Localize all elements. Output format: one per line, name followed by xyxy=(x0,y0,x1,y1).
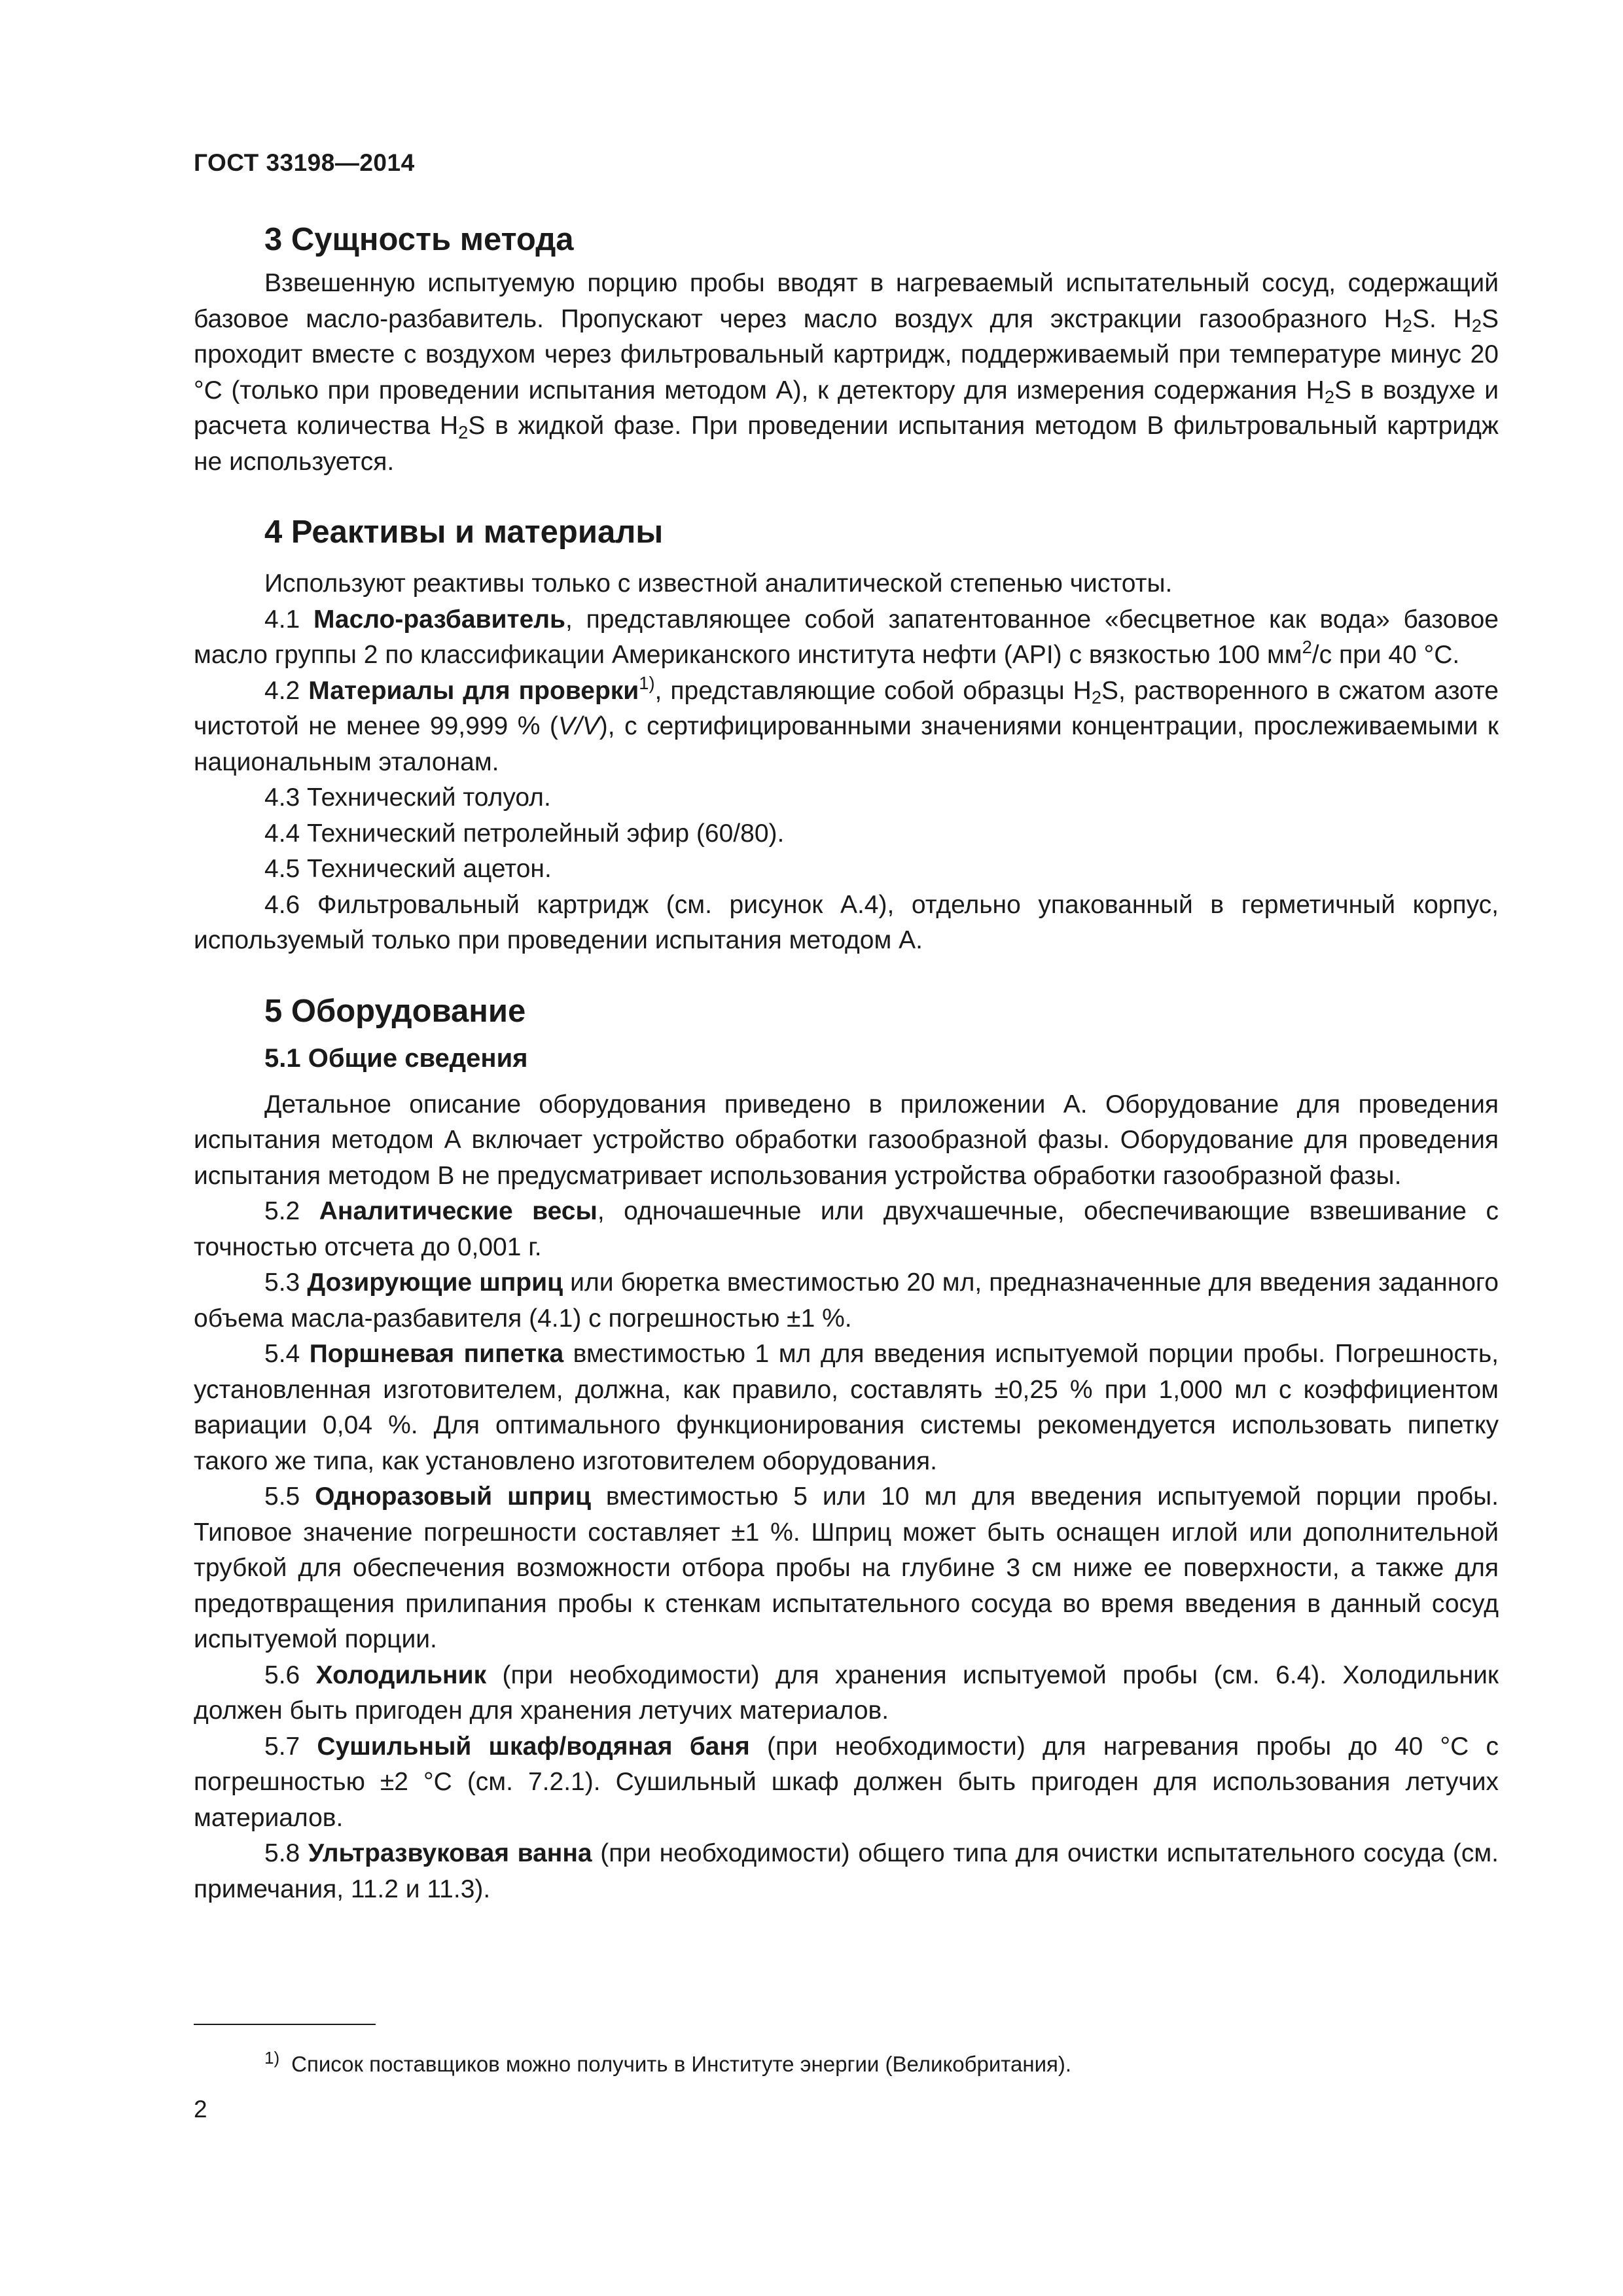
item-5-4: 5.4 Поршневая пипетка вместимостью 1 мл для введения испытуемой порции пробы. Погрешность, установленная изготовителем, должна, как правило, составлять ±0,25 % при 1,000 мл с коэффициентом вариации 0,04 %. Для оптимального функционирования системы рекомендуется использовать пипетку такого же типа, как установлено изготовителем оборудования. xyxy=(194,1340,1499,1475)
footnote-ref: 1) xyxy=(639,672,655,693)
section-5-1-paragraph: Детальное описание оборудования приведено в приложении А. Оборудование для проведения испытания методом А включает устройство обработки газообразной фазы. Оборудование для проведения испытания методом В не предусматривает использования устройства обработки газообразной фазы. xyxy=(194,1090,1499,1190)
section-4-intro: Используют реактивы только с известной аналитической степенью чистоты. xyxy=(264,569,1173,598)
item-4-1: 4.1 Масло-разбавитель, представляющее собой запатентованное «бесцветное как вода» базовое масло группы 2 по классификации Американского института нефти (API) с вязкостью 100 $мм^2/с$ при 40 °C. xyxy=(194,605,1499,669)
item-4-4: 4.4 Технический петролейный эфир (60/80). xyxy=(264,819,785,848)
section-3-heading: 3 Сущность метода xyxy=(264,222,574,257)
item-4-2: 4.2 Материалы для проверки$^{1)}$, представляющие собой образцы $H_2S$, растворенного в сжатом азоте чистотой не менее 99,999 % (V/V), с сертифицированными значениями концентрации, прослеживаемыми к национальным эталонам. xyxy=(194,672,1499,776)
footnote xyxy=(264,2043,1071,2079)
section-3-paragraph: Взвешенную испытуемую порцию пробы вводят в нагреваемый испытательный сосуд, содержащий базовое масло-разбавитель. Пропускают через масло воздух для экстракции газообразного $H_2S$. $H_2S$ проходит вместе с воздухом через фильтровальный картридж, поддерживаемый при температуре минус 20 °C (только при проведении испытания методом A), к детектору для измерения содержания $H_2S$ в воздухе и расчета количества $H_2S$ в жидкой фазе. При проведении испытания методом B фильтровальный картридж не используется. xyxy=(194,269,1499,476)
item-5-8: 5.8 Ультразвуковая ванна (при необходимости) общего типа для очистки испытательного сосуда (см. примечания, 11.2 и 11.3). xyxy=(194,1839,1499,1903)
footnote-text: Список поставщиков можно получить в Институте энергии (Великобритания). xyxy=(291,2052,1072,2076)
item-5-7: 5.7 Сушильный шкаф/водяная баня (при необходимости) для нагревания пробы до 40 °C с погрешностью ±2 °C (см. 7.2.1). Сушильный шкаф должен быть пригоден для использования летучих материалов. xyxy=(194,1732,1499,1832)
section-5-heading: 5 Оборудование xyxy=(264,993,526,1029)
subsection-5-1-heading: 5.1 Общие сведения xyxy=(264,1043,528,1073)
item-5-6: 5.6 Холодильник (при необходимости) для хранения испытуемой пробы (см. 6.4). Холодильник должен быть пригоден для хранения летучих материалов. xyxy=(194,1660,1499,1725)
item-4-3: 4.3 Технический толуол. xyxy=(264,783,551,812)
item-4-5: 4.5 Технический ацетон. xyxy=(264,855,552,883)
item-5-3: 5.3 Дозирующие шприц или бюретка вместимостью 20 мл, предназначенные для введения заданного объема масла-разбавителя (4.1) с погрешностью ±1 %. xyxy=(194,1268,1499,1333)
section-4-heading: 4 Реактивы и материалы xyxy=(264,514,664,550)
footnote-divider xyxy=(194,2024,376,2025)
item-5-5: 5.5 Одноразовый шприц вместимостью 5 или 10 мл для введения испытуемой порции пробы. Типовое значение погрешности составляет ±1 %. Шприц может быть оснащен иглой или дополнительной трубкой для обеспечения возможности отбора пробы на глубине 3 см ниже ее поверхности, а также для предотвращения прилипания пробы к стенкам испытательного сосуда во время введения в данный сосуд испытуемой порции. xyxy=(194,1482,1499,1653)
item-5-2: 5.2 Аналитические весы, одночашечные или двухчашечные, обеспечивающие взвешивание с точностью отсчета до 0,001 г. xyxy=(194,1197,1499,1261)
standard-code: ГОСТ 33198—2014 xyxy=(194,149,415,176)
page-number: 2 xyxy=(194,2096,207,2123)
item-4-6: 4.6 Фильтровальный картридж (см. рисунок А.4), отдельно упакованный в герметичный корпус, используемый только при проведении испытания методом А. xyxy=(194,890,1499,954)
footnote-mark: 1) xyxy=(264,2048,280,2068)
page-content xyxy=(194,213,1499,1907)
